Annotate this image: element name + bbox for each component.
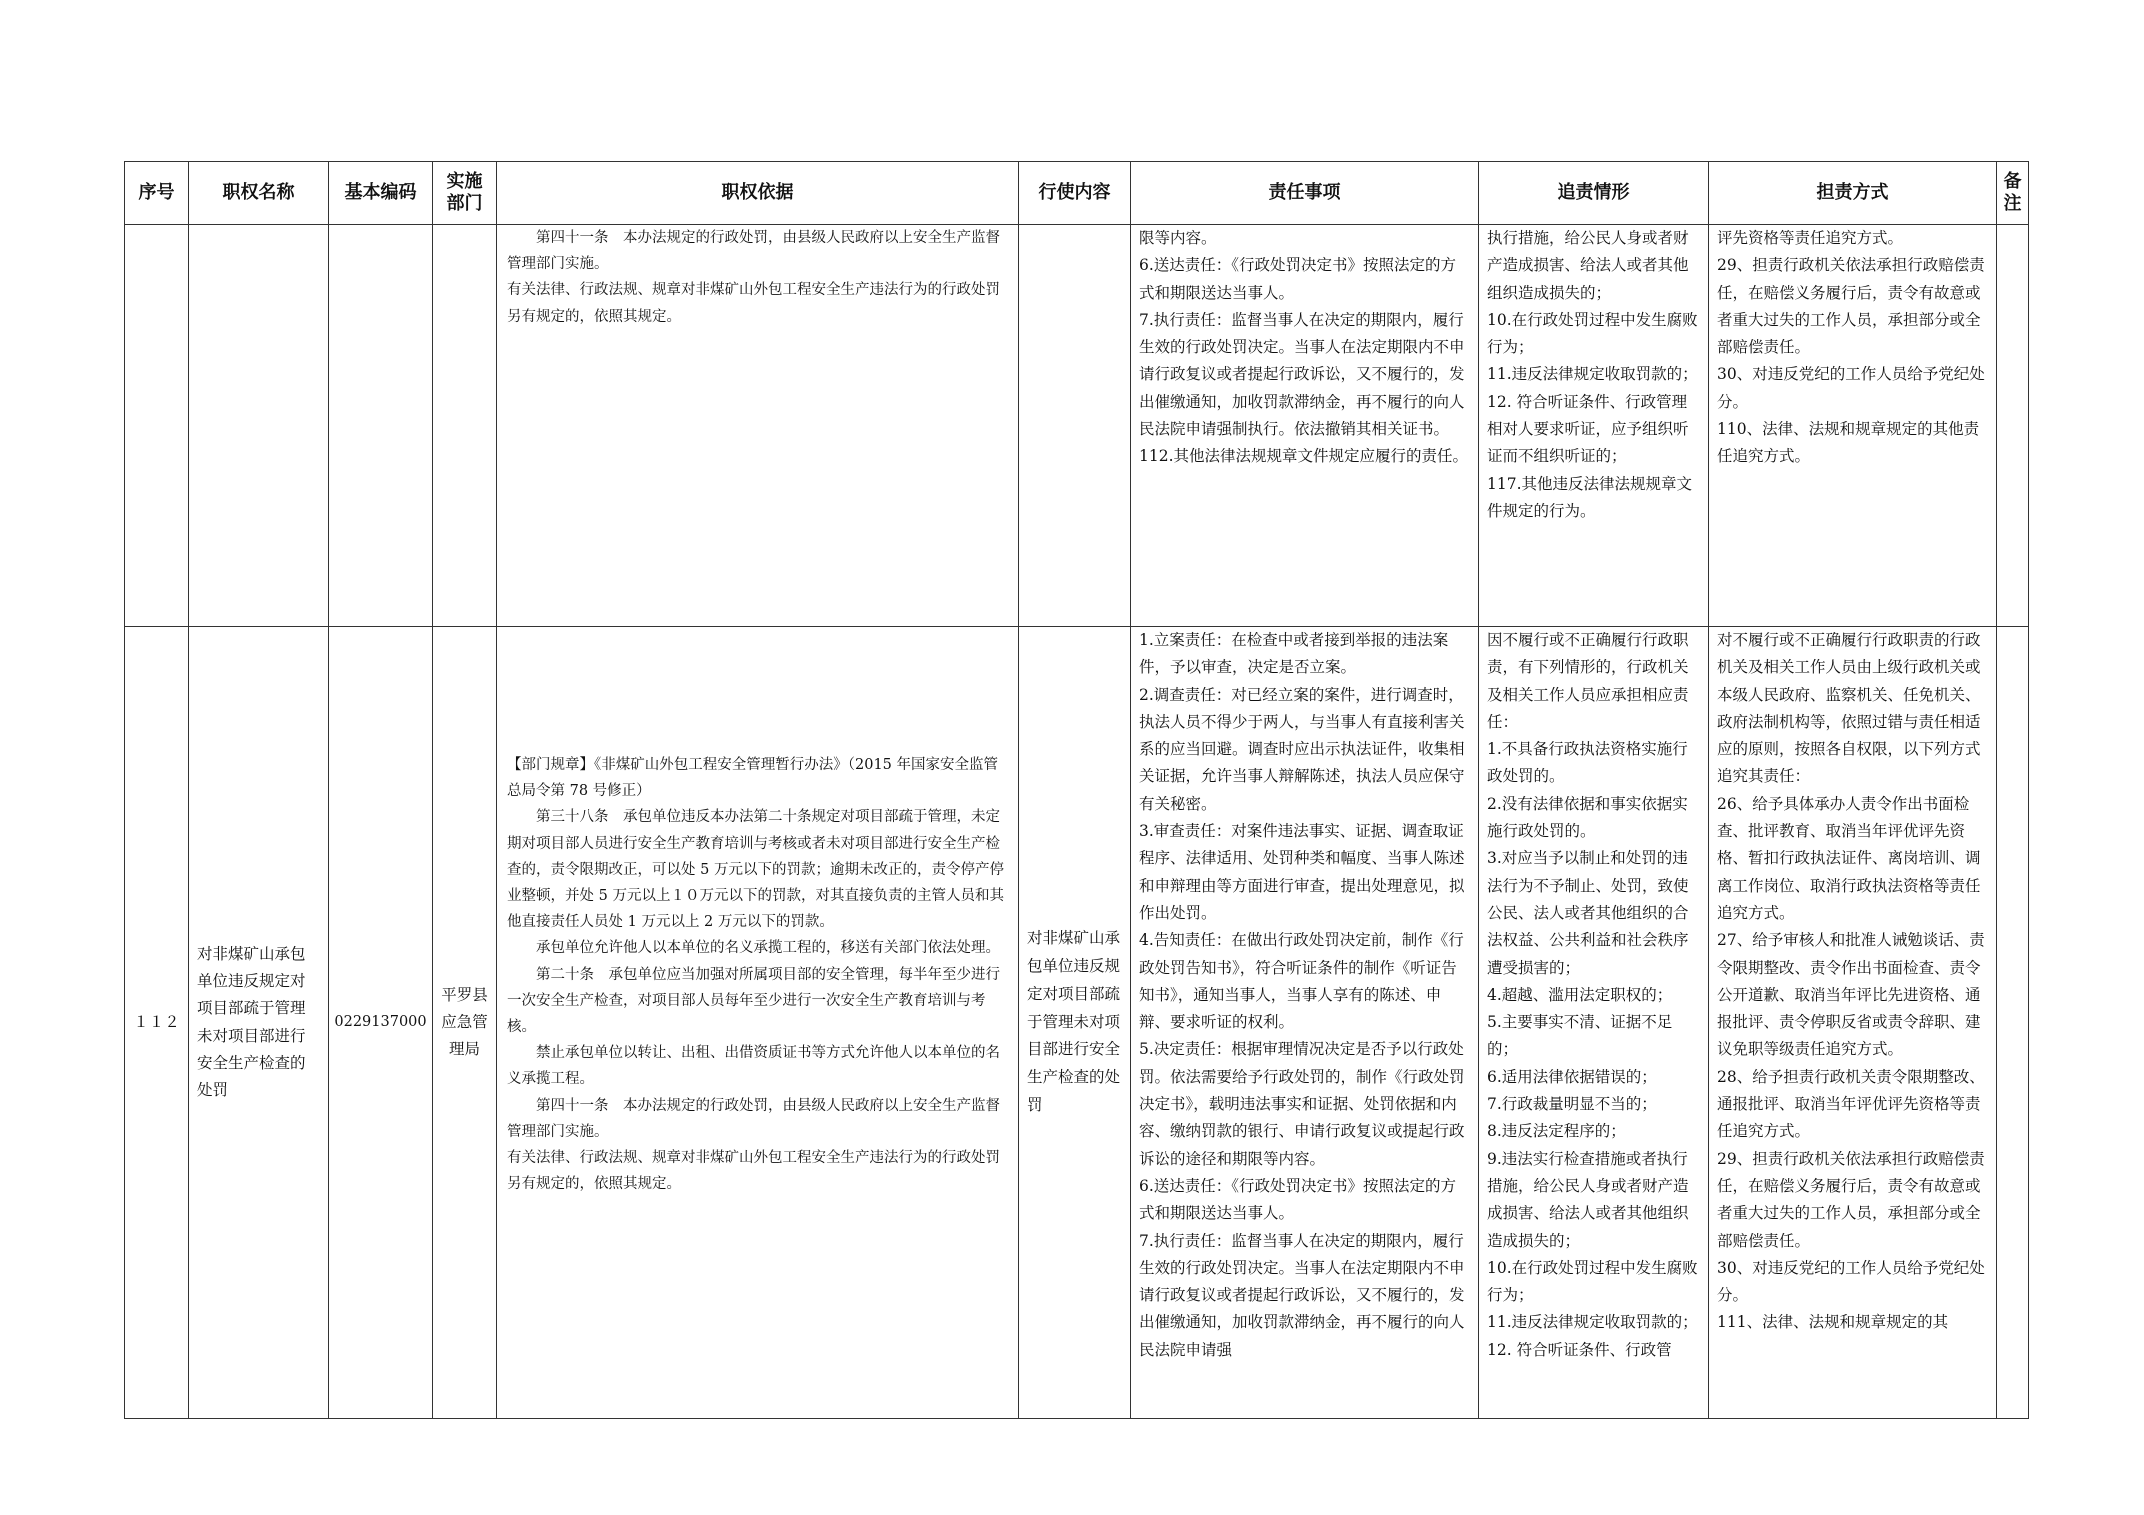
liab-item: 28、给予担责行政机关责令限期整改、通报批评、取消当年评优评先资格等责任追究方式。 [1717,1067,1985,1141]
acc-item: 12. 符合听证条件、行政管 [1487,1340,1672,1359]
liab-item: 评先资格等责任追究方式。 [1717,229,1904,247]
basis-paragraph: 第四十一条 本办法规定的行政处罚，由县级人民政府以上安全生产监督管理部门实施。 [507,230,1000,273]
acc-item: 5.主要事实不清、证据不足的； [1487,1013,1673,1059]
resp-item: 3.审查责任：对案件违法事实、证据、调查取证程序、法律适用、处罚种类和幅度、当事人陈述和申辩理由等方面进行审查，提出处理意见，拟作出处罚。 [1139,822,1465,922]
resp-item: 5.决定责任：根据审理情况决定是否予以行政处罚。依法需要给予行政处罚的，制作《行政处罚决定书》，载明违法事实和证据、处罚依据和内容、缴纳罚款的银行、申请行政复议或提起行政诉讼的途径和期限等内容。 [1139,1040,1465,1168]
cell-seq [125,225,189,627]
header-basis: 职权依据 [497,162,1019,225]
resp-item: 7.执行责任：监督当事人在决定的期限内，履行生效的行政处罚决定。当事人在法定期限内不申请行政复议或者提起行政诉讼，又不履行的，发出催缴通知，加收罚款滞纳金，再不履行的向人民法院申请强制执行。依法撤销其相关证书。 [1139,310,1465,439]
cell-note [1997,225,2029,627]
liab-item: 对不履行或不正确履行行政职责的行政机关及相关工作人员由上级行政机关或本级人民政府、监察机关、任免机关、政府法制机构等，依照过错与责任相适应的原则，按照各自权限，以下列方式追究其责任： [1717,631,1981,786]
authority-table [124,161,2029,1419]
cell-resp [1131,225,1479,627]
resp-item: 6.送达责任：《行政处罚决定书》按照法定的方式和期限送达当事人。 [1139,1176,1457,1223]
liab-item: 29、担责行政机关依法承担行政赔偿责任，在赔偿义务履行后，责令有故意或者重大过失的工作人员，承担部分或全部赔偿责任。 [1717,1149,1985,1250]
cell-code: 0229137000 [329,627,433,1419]
cell-exec [1019,225,1131,627]
liab-item: 30、对违反党纪的工作人员给予党纪处分。 [1717,1258,1985,1305]
basis-paragraph: 第二十条 承包单位应当加强对所属项目部的安全管理，每半年至少进行一次安全生产检查，对项目部人员每年至少进行一次安全生产教育培训与考核。 [507,966,1000,1036]
liab-item: 27、给予审核人和批准人诫勉谈话、责令限期整改、责令作出书面检查、责令公开道歉、取消当年评比先进资格、通报批评、责令停职反省或责令辞职、建议免职等级责任追究方式。 [1717,931,1985,1059]
acc-item: 11.违反法律规定收取罚款的； [1487,365,1698,384]
resp-item: 1.立案责任：在检查中或者接到举报的违法案件，予以审查，决定是否立案。 [1139,631,1449,677]
table-row [125,627,2029,1419]
cell-code [329,225,433,627]
acc-item: 1.不具备行政执法资格实施行政处罚的。 [1487,740,1688,786]
cell-acc [1479,225,1709,627]
header-note: 备注 [1997,162,2029,225]
header-exec: 行使内容 [1019,162,1131,225]
cell-liab [1709,627,1997,1419]
acc-item: 执行措施，给公民人身或者财产造成损害、给法人或者其他组织造成损失的； [1487,229,1689,302]
acc-item: 10.在行政处罚过程中发生腐败行为； [1487,310,1698,357]
header-resp: 责任事项 [1131,162,1479,225]
basis-paragraph: 有关法律、行政法规、规章对非煤矿山外包工程安全生产违法行为的行政处罚另有规定的，依照其规定。 [507,282,1000,325]
basis-paragraph: 承包单位允许他人以本单位的名义承揽工程的，移送有关部门依法处理。 [536,940,1000,957]
resp-item: 2.调查责任：对已经立案的案件，进行调查时，执法人员不得少于两人，与当事人有直接利害关系的应当回避。调查时应出示执法证件，收集相关证据，允许当事人辩解陈述，执法人员应保守有关秘密。 [1139,685,1465,813]
acc-item: 4.超越、滥用法定职权的； [1487,985,1673,1004]
acc-item: 11.违反法律规定收取罚款的； [1487,1313,1698,1332]
cell-resp [1131,627,1479,1419]
table-row [125,225,2029,627]
basis-paragraph: 禁止承包单位以转让、出租、出借资质证书等方式允许他人以本单位的名义承揽工程。 [507,1045,1000,1088]
basis-paragraph: 【部门规章】《非煤矿山外包工程安全管理暂行办法》（2015 年国家安全监管总局令第 78 号修正） [507,757,999,800]
basis-paragraph: 第三十八条 承包单位违反本办法第二十条规定对项目部疏于管理，未定期对项目部人员进行安全生产教育培训与考核或者未对项目部进行安全生产检查的，责令限期改正，可以处 5 万元以下的罚款；逾期未改正的，责令停产停业整顿，并处 5 万元以上１０万元以下的罚款，对其直接负责的主管人员和其他直接责任人员处 1 万元以上 2 万元以下的罚款。 [507,809,1004,931]
cell-note [1997,627,2029,1419]
header-liab: 担责方式 [1709,162,1997,225]
resp-item: 限等内容。 [1139,229,1217,247]
resp-item: 112.其他法律法规规章文件规定应履行的责任。 [1139,447,1469,466]
header-code: 基本编码 [329,162,433,225]
header-dept: 实施部门 [433,162,497,225]
acc-item: 因不履行或不正确履行行政职责，有下列情形的，行政机关及相关工作人员应承担相应责任： [1487,631,1689,731]
resp-item: 4.告知责任：在做出行政处罚决定前，制作《行政处罚告知书》，符合听证条件的制作《听证告知书》，通知当事人，当事人享有的陈述、申辩、要求听证的权利。 [1139,931,1464,1032]
liab-item: 26、给予具体承办人责令作出书面检查、批评教育、取消当年评优评先资格、暂扣行政执法证件、离岗培训、调离工作岗位、取消行政执法资格等责任追究方式。 [1717,794,1981,922]
acc-item: 12. 符合听证条件、行政管理相对人要求听证，应予组织听证而不组织听证的； [1487,392,1689,466]
resp-item: 7.执行责任：监督当事人在决定的期限内，履行生效的行政处罚决定。当事人在法定期限内不申请行政复议或者提起行政诉讼，又不履行的，发出催缴通知，加收罚款滞纳金，再不履行的向人民法院申请强 [1139,1231,1465,1359]
cell-name [189,225,329,627]
liab-item: 29、担责行政机关依法承担行政赔偿责任，在赔偿义务履行后，责令有故意或者重大过失的工作人员，承担部分或全部赔偿责任。 [1717,256,1985,357]
acc-item: 10.在行政处罚过程中发生腐败行为； [1487,1258,1698,1305]
header-acc: 追责情形 [1479,162,1709,225]
liab-item: 30、对违反党纪的工作人员给予党纪处分。 [1717,365,1985,411]
acc-item: 9.违法实行检查措施或者执行措施，给公民人身或者财产造成损害、给法人或者其他组织造成损失的； [1487,1149,1689,1250]
cell-name: 对非煤矿山承包单位违反规定对项目部疏于管理未对项目部进行安全生产检查的处罚 [189,627,329,1419]
resp-item: 6.送达责任：《行政处罚决定书》按照法定的方式和期限送达当事人。 [1139,256,1457,302]
acc-item: 3.对应当予以制止和处罚的违法行为不予制止、处罚，致使公民、法人或者其他组织的合法权益、公共利益和社会秩序遭受损害的； [1487,849,1689,977]
liab-item: 111、法律、法规和规章规定的其 [1717,1313,1949,1332]
acc-item: 2.没有法律依据和事实依据实施行政处罚的。 [1487,794,1688,841]
liab-item: 110、法律、法规和规章规定的其他责任追究方式。 [1717,420,1980,466]
cell-basis [497,627,1019,1419]
acc-item: 117.其他违反法律法规规章文件规定的行为。 [1487,474,1693,520]
cell-acc [1479,627,1709,1419]
cell-dept: 平罗县应急管理局 [433,627,497,1419]
cell-seq: １１２ [125,627,189,1419]
header-name: 职权名称 [189,162,329,225]
cell-dept [433,225,497,627]
cell-liab [1709,225,1997,627]
acc-item: 6.适用法律依据错误的； [1487,1067,1657,1086]
acc-item: 8.违反法定程序的； [1487,1122,1626,1141]
header-seq: 序号 [125,162,189,225]
basis-paragraph: 第四十一条 本办法规定的行政处罚，由县级人民政府以上安全生产监督管理部门实施。 [507,1097,1000,1140]
table-header-row [125,162,2029,225]
basis-paragraph: 有关法律、行政法规、规章对非煤矿山外包工程安全生产违法行为的行政处罚另有规定的，依照其规定。 [507,1150,1000,1193]
cell-exec: 对非煤矿山承包单位违反规定对项目部疏于管理未对项目部进行安全生产检查的处罚 [1019,627,1131,1419]
acc-item: 7.行政裁量明显不当的； [1487,1095,1657,1114]
cell-basis [497,225,1019,627]
